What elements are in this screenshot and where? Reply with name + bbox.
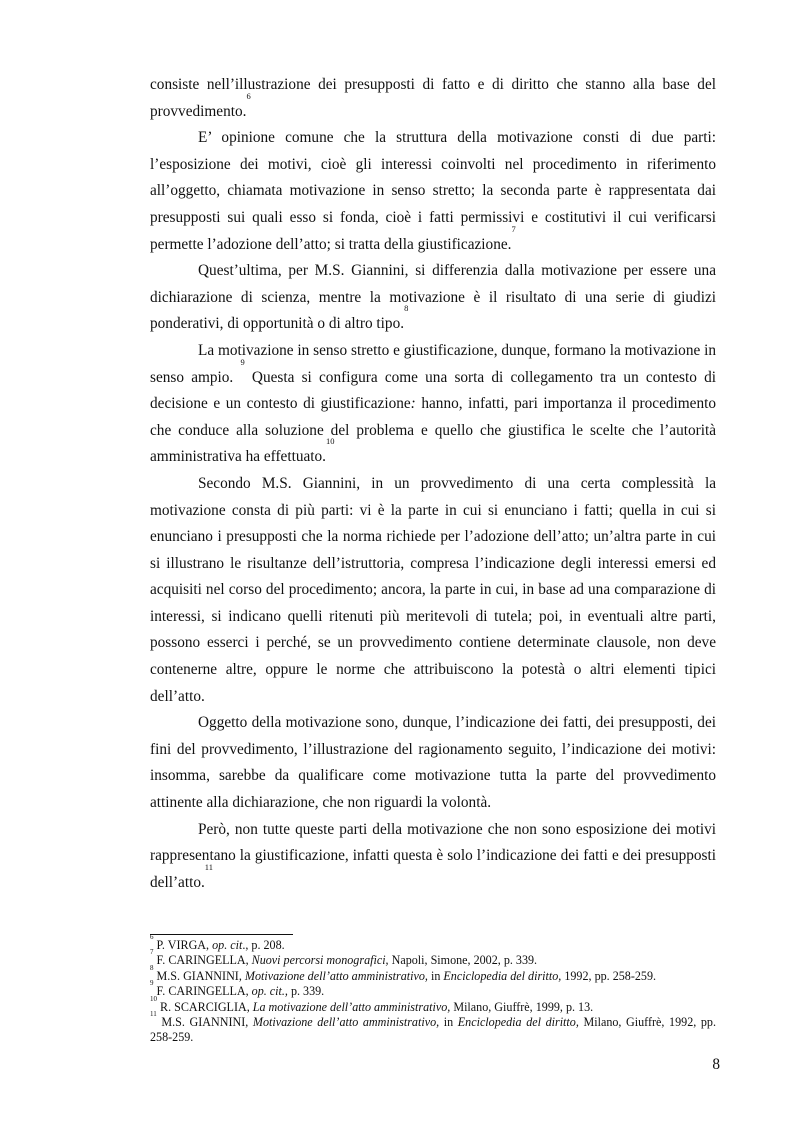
italic-text: La motivazione dell’atto amministrativo, [252, 999, 451, 1014]
footnote [150, 979, 716, 999]
text-run: Però, non tutte queste parti della motivazione che non sono esposizione dei motivi rappresentano la giustificazione, infatti questa è solo l’indicazione dei fatti e dei presupposti dell’atto. [150, 820, 716, 891]
footnote-reference: 9 [240, 356, 245, 367]
paragraph [150, 338, 716, 471]
text-run: Milano, Giuffrè, 1992, pp. 258-259. [150, 1015, 716, 1045]
italic-text: Enciclopedia del diritto, [457, 1015, 579, 1030]
footnote-separator [150, 934, 293, 935]
text-run: M.S. GIANNINI, [153, 968, 245, 983]
footnote-reference: 8 [404, 303, 409, 314]
text-run: F. CARINGELLA, [153, 984, 252, 999]
footnotes [150, 933, 716, 1046]
footnote-reference: 7 [511, 223, 516, 234]
footnote-reference: 10 [326, 436, 335, 447]
text-run: 1992, pp. 258-259. [561, 968, 657, 983]
text-run: F. CARINGELLA, [153, 953, 252, 968]
paragraph [150, 817, 716, 897]
italic-text: Motivazione dell’atto amministrativo, [244, 968, 428, 983]
footnote-number: 9 [150, 979, 154, 988]
paragraph [150, 72, 716, 125]
text-run: in [439, 1015, 458, 1030]
footnote [150, 933, 716, 953]
text-run: p. 339. [287, 984, 325, 999]
footnote-reference: 11 [204, 861, 213, 872]
italic-text: Nuovi percorsi monografici, [251, 953, 389, 968]
text-run: P. VIRGA, [153, 938, 213, 952]
text-run: Quest’ultima, per M.S. Giannini, si differenzia dalla motivazione per essere una dichiarazione di scienza, mentre la motivazione è il risultato di una serie di giudizi ponderativi, di opportunità o di altro tipo. [150, 262, 716, 333]
italic-text: op. cit., [251, 984, 288, 999]
paragraph [150, 710, 716, 816]
text-run: ., p. 208. [242, 938, 285, 952]
footnote-reference: 6 [246, 90, 251, 101]
text-run: M.S. GIANNINI, [156, 1015, 253, 1030]
text-run: Oggetto della motivazione sono, dunque, l’indicazione dei fatti, dei presupposti, dei fini del provvedimento, l’illustrazione del ragionamento seguito, l’indicazione dei motivi: insomma, sarebbe da qualificare come motivazione tutta la parte del provvedimento attinente alla dichiarazione, che non riguardi la volontà. [150, 714, 716, 812]
footnote-number: 11 [150, 1010, 157, 1019]
text-run: hanno, infatti, pari importanza il procedimento che conduce alla soluzione del problema e quello che giustifica le scelte che l’autorità amministrativa ha effettuato. [150, 395, 716, 466]
text-run: Milano, Giuffrè, 1999, p. 13. [450, 999, 594, 1014]
body-text [150, 72, 716, 896]
paragraph [150, 258, 716, 338]
italic-text: : [410, 395, 416, 413]
footnote [150, 994, 716, 1015]
text-run: consiste nell’illustrazione dei presupposti di fatto e di diritto che stanno alla base del provvedimento. [150, 76, 716, 120]
text-run: Napoli, Simone, 2002, p. 339. [388, 953, 538, 968]
footnote [150, 963, 716, 984]
footnote [150, 948, 716, 968]
footnote-number: 10 [150, 994, 157, 1003]
footnote-number: 6 [150, 933, 154, 941]
footnote-number: 8 [150, 963, 154, 972]
paragraph [150, 125, 716, 258]
text-run: E’ opinione comune che la struttura della motivazione consti di due parti: l’esposizione dei motivi, cioè gli interessi coinvolti nel procedimento in riferimento all’oggetto, chiamata motivazione in senso stretto; la seconda parte è rappresentata dai presupposti sui quali esso si fonda, cioè i fatti permissivi e costitutivi il cui verificarsi permette l’adozione dell’atto; si tratta della giustificazione. [150, 129, 716, 253]
footnote-number: 7 [150, 948, 154, 957]
text-run: Questa si configura come una sorta di collegamento tra un contesto di decisione e un contesto di giustificazione [150, 368, 717, 413]
footnote [150, 1010, 716, 1046]
text-run: Secondo M.S. Giannini, in un provvedimento di una certa complessità la motivazione consta di più parti: vi è la parte in cui si enunciano i fatti; quella in cui si enunciano i presupposti che la norma richiede per l’adozione dell’atto; un’altra parte in cui si illustrano le risultanze dell’istruttoria, compresa l’indicazione degli interessi emersi ed acquisiti nel corso del procedimento; ancora, la parte in cui, in base ad una comparazione di interessi, si indicano quelli ritenuti più meritevoli di tutela; poi, in eventuali altre parti, possono esserci i perché, se un provvedimento contiene determinate clausole, non deve contenerne altre, oppure le norme che attribuiscono la potestà o altri elementi tipici dell’atto. [150, 474, 716, 705]
text-run: in [427, 968, 444, 983]
paragraph [150, 471, 716, 710]
text-run: La motivazione in senso stretto e giustificazione, dunque, formano la motivazione in senso ampio. [150, 341, 716, 386]
italic-text: Enciclopedia del diritto, [443, 968, 562, 983]
italic-text: op. cit [212, 938, 243, 952]
italic-text: Motivazione dell’atto amministrativo, [252, 1015, 440, 1030]
text-run: R. SCARCIGLIA, [157, 999, 253, 1014]
page-number: 8 [712, 1056, 720, 1073]
